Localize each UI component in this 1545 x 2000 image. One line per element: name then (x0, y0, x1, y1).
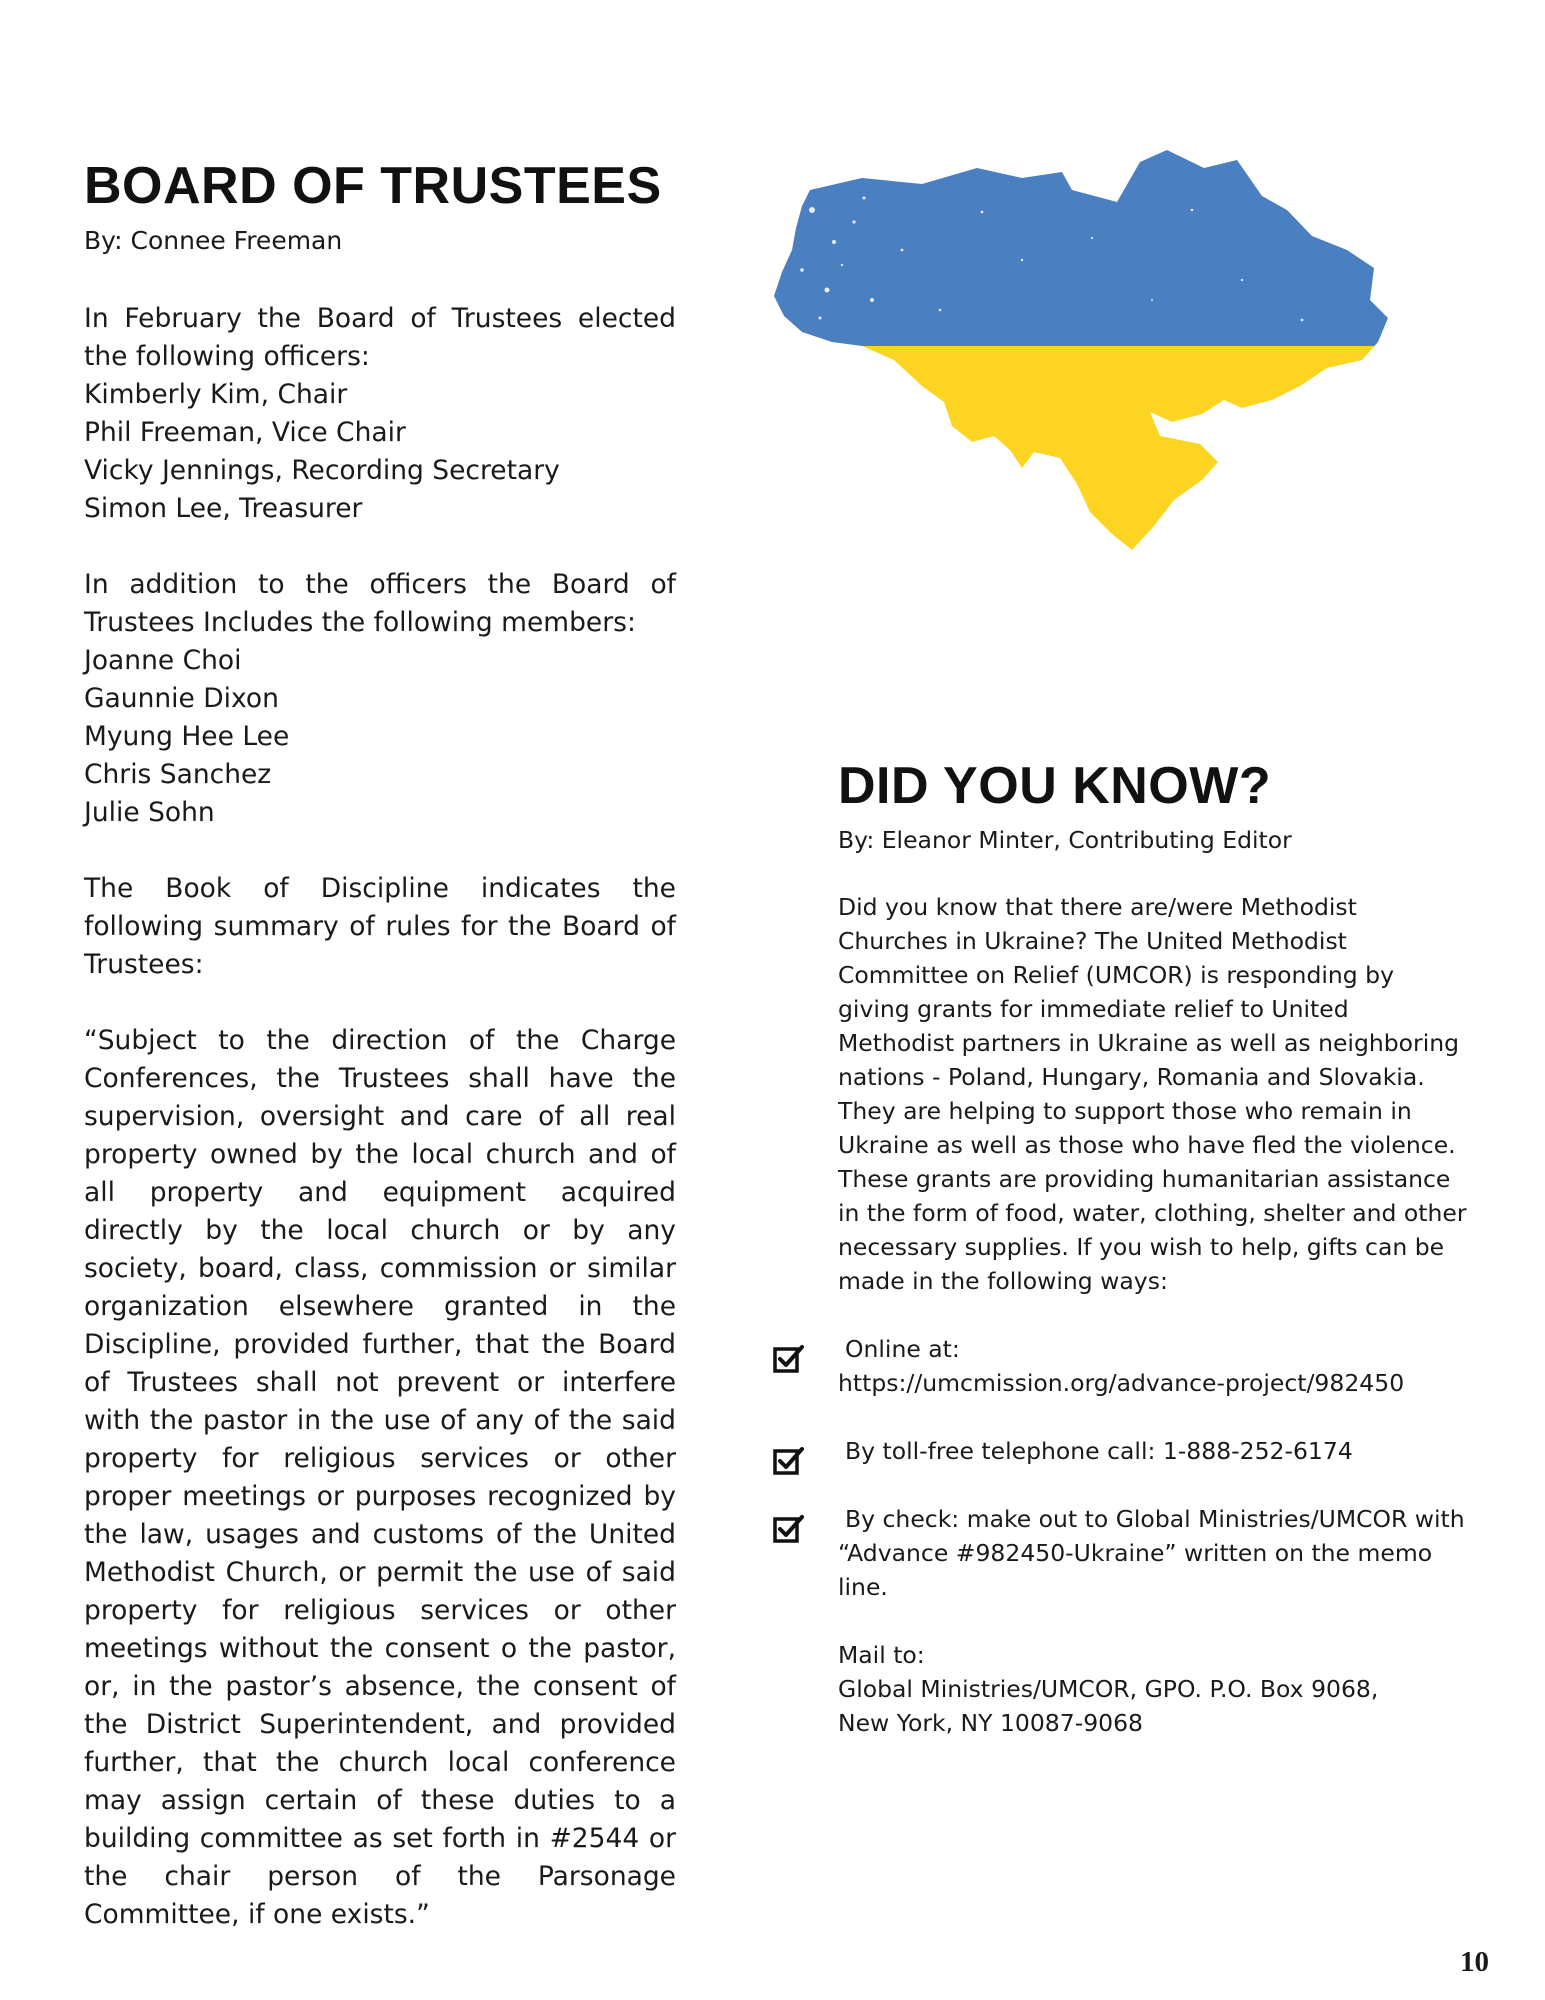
dyk-body: Did you know that there are/were Methodist Churches in Ukraine? The United Methodist Committee on Relief (UMCOR) is responding by giving grants for immediate relief to United Methodist partners in Ukraine as well as neighboring nations - Poland, Hungary, Romania and Slovakia. They are helping to support those who remain in Ukraine as well as those who have fled the violence. These grants are providing humanitarian assistance in the form of food, water, clothing, shelter and other necessary supplies. If you wish to help, gifts can be made in the following ways: (838, 893, 1467, 1295)
dyk-article (838, 890, 1468, 1740)
member-item: Gaunnie Dixon (84, 683, 279, 714)
officer-item: Phil Freeman, Vice Chair (84, 417, 406, 448)
board-byline: By: Connee Freeman (84, 226, 343, 255)
discipline-intro: The Book of Discipline indicates the following summary of rules for the Board of Trustees: (84, 873, 676, 980)
mail-address-line-2: New York, NY 10087-9068 (838, 1709, 1143, 1737)
officer-item: Vicky Jennings, Recording Secretary (84, 455, 560, 486)
map-yellow-band (772, 346, 1392, 560)
mail-block (838, 1638, 1468, 1740)
board-article (84, 300, 676, 1934)
checkbox-checked-icon (772, 1512, 806, 1546)
map-blue-band (772, 150, 1392, 346)
board-title: BOARD OF TRUSTEES (84, 157, 662, 215)
way-check (838, 1502, 1468, 1604)
page-number: 10 (1460, 1946, 1489, 1978)
officer-item: Kimberly Kim, Chair (84, 379, 348, 410)
checkbox-checked-icon (772, 1342, 806, 1376)
member-item: Julie Sohn (84, 797, 215, 828)
mail-label: Mail to: (838, 1641, 925, 1669)
discipline-quote: “Subject to the direction of the Charge Conferences, the Trustees shall have the supervision, oversight and care of all real property owned by the local church and of all property and equipment acquired directly by the local church or by any society, board, class, commission or similar organization elsewhere granted in the Discipline, provided further, that the Board of Trustees shall not prevent or interfere with the pastor in the use of any of the said property for religious services or other proper meetings or purposes recognized by the law, usages and customs of the United Methodist Church, or permit the use of said property for religious services or other meetings without the consent o the pastor, or, in the pastor’s absence, the consent of the District Superintendent, and provided further, that the church local conference may assign certain of these duties to a building committee as set forth in #2544 or the chair person of the Parsonage Committee, if one exists.” (84, 1025, 676, 1930)
dyk-title: DID YOU KNOW? (838, 757, 1272, 815)
member-item: Chris Sanchez (84, 759, 272, 790)
officer-item: Simon Lee, Treasurer (84, 493, 363, 524)
way-online-url[interactable]: https://umcmission.org/advance-project/982450 (838, 1369, 1405, 1397)
members-intro: In addition to the officers the Board of Trustees Includes the following members: (84, 569, 676, 638)
way-phone-label: By toll-free telephone call: 1-888-252-6174 (845, 1437, 1353, 1465)
mail-address-line-1: Global Ministries/UMCOR, GPO. P.O. Box 9068, (838, 1675, 1379, 1703)
member-item: Myung Hee Lee (84, 721, 290, 752)
way-phone (838, 1434, 1468, 1468)
checkbox-checked-icon (772, 1444, 806, 1478)
way-check-label: By check: make out to Global Ministries/UMCOR with “Advance #982450-Ukraine” written on the memo line. (838, 1505, 1465, 1601)
way-online (838, 1332, 1468, 1400)
member-item: Joanne Choi (84, 645, 242, 676)
ukraine-flag-map-icon (772, 150, 1392, 560)
board-intro: In February the Board of Trustees elected the following officers: (84, 303, 676, 372)
way-online-label: Online at: (845, 1335, 960, 1363)
officers-list (84, 376, 676, 528)
members-list (84, 642, 676, 832)
dyk-byline: By: Eleanor Minter, Contributing Editor (838, 826, 1292, 854)
